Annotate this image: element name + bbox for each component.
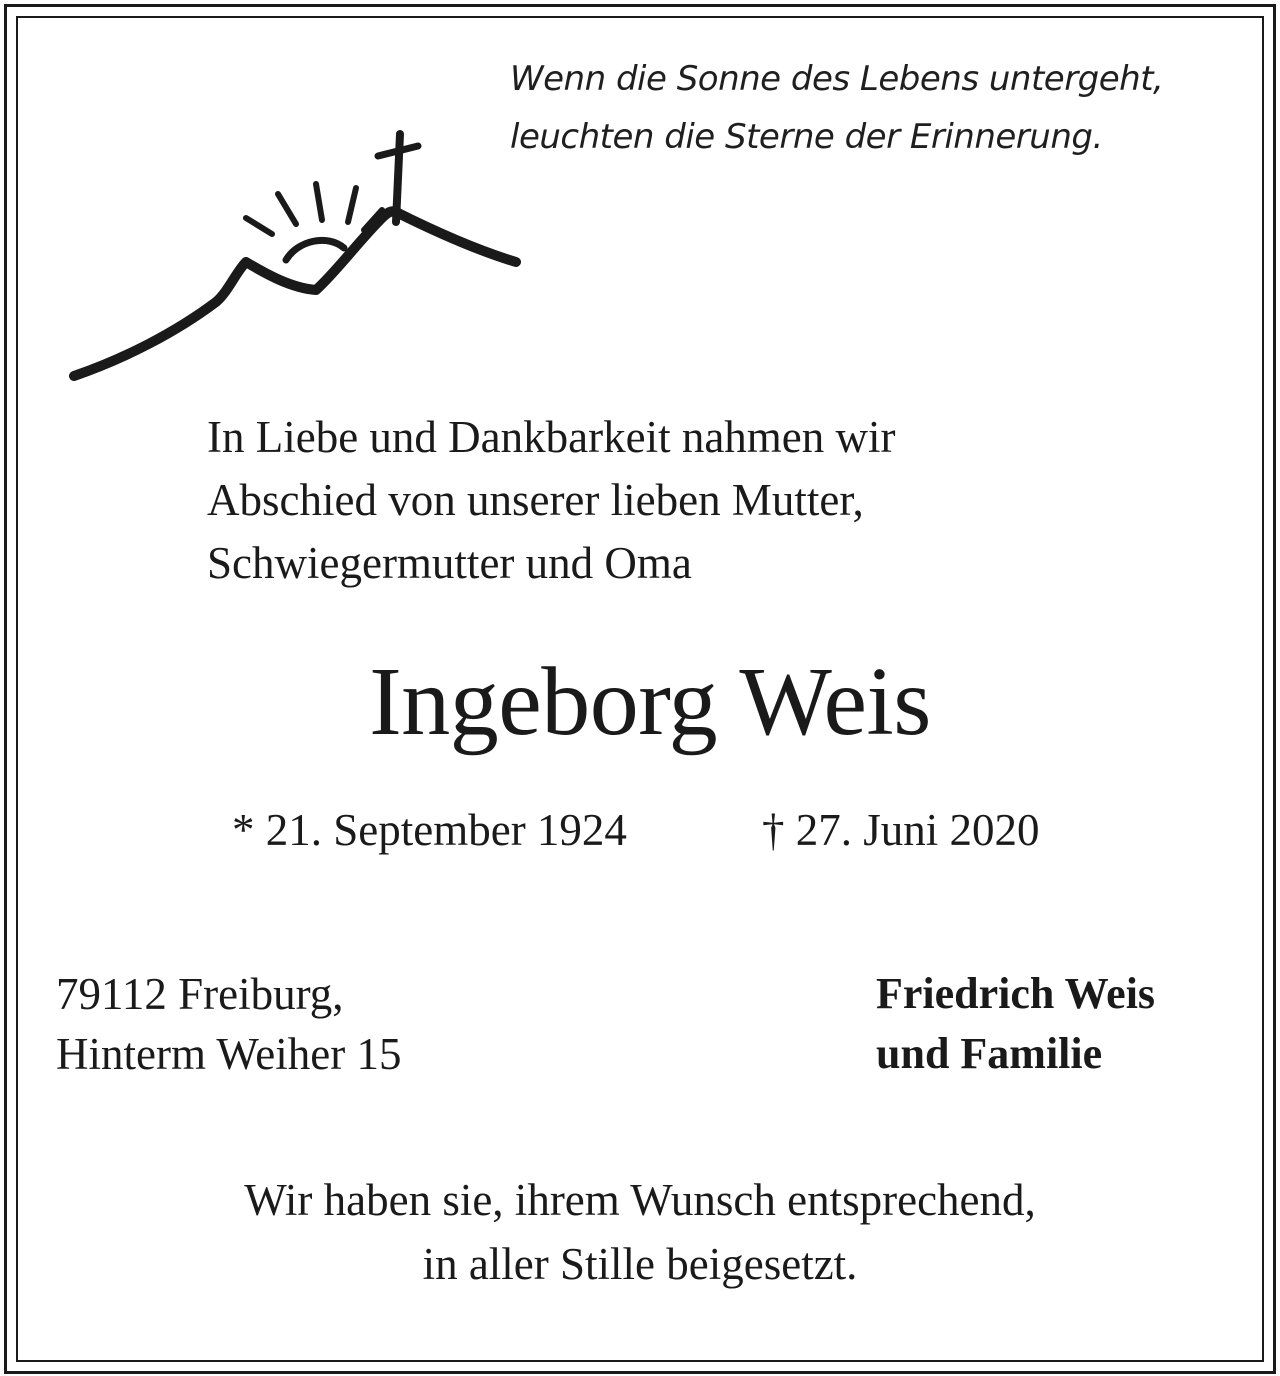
closing-note — [0, 1168, 1280, 1296]
address-line-1: 79112 Freiburg, — [56, 969, 344, 1019]
mountain-sun-cross-icon — [66, 122, 536, 392]
intro-line-3: Schwiegermutter und Oma — [207, 538, 692, 588]
family-line-2: und Familie — [876, 1029, 1103, 1078]
closing-line-2: in aller Stille beigesetzt. — [422, 1239, 858, 1289]
mourner-family — [876, 964, 1155, 1084]
deceased-name: Ingeborg Weis — [369, 648, 931, 756]
intro-line-2: Abschied von unserer lieben Mutter, — [207, 475, 864, 525]
death-date: † 27. Juni 2020 — [762, 805, 1040, 855]
mourner-address — [56, 964, 401, 1084]
motto-line-2: leuchten die Sterne der Erinnerung. — [510, 117, 1103, 157]
motto-line-1: Wenn die Sonne des Lebens untergeht, — [510, 59, 1164, 99]
address-line-2: Hinterm Weiher 15 — [56, 1029, 402, 1079]
birth-date: * 21. September 1924 — [232, 805, 627, 855]
closing-line-1: Wir haben sie, ihrem Wunsch entsprechend, — [244, 1175, 1036, 1225]
motto-quote — [510, 50, 1250, 166]
family-line-1: Friedrich Weis — [876, 969, 1156, 1018]
intro-line-1: In Liebe und Dankbarkeit nahmen wir — [207, 412, 896, 462]
intro-text — [207, 406, 1207, 595]
